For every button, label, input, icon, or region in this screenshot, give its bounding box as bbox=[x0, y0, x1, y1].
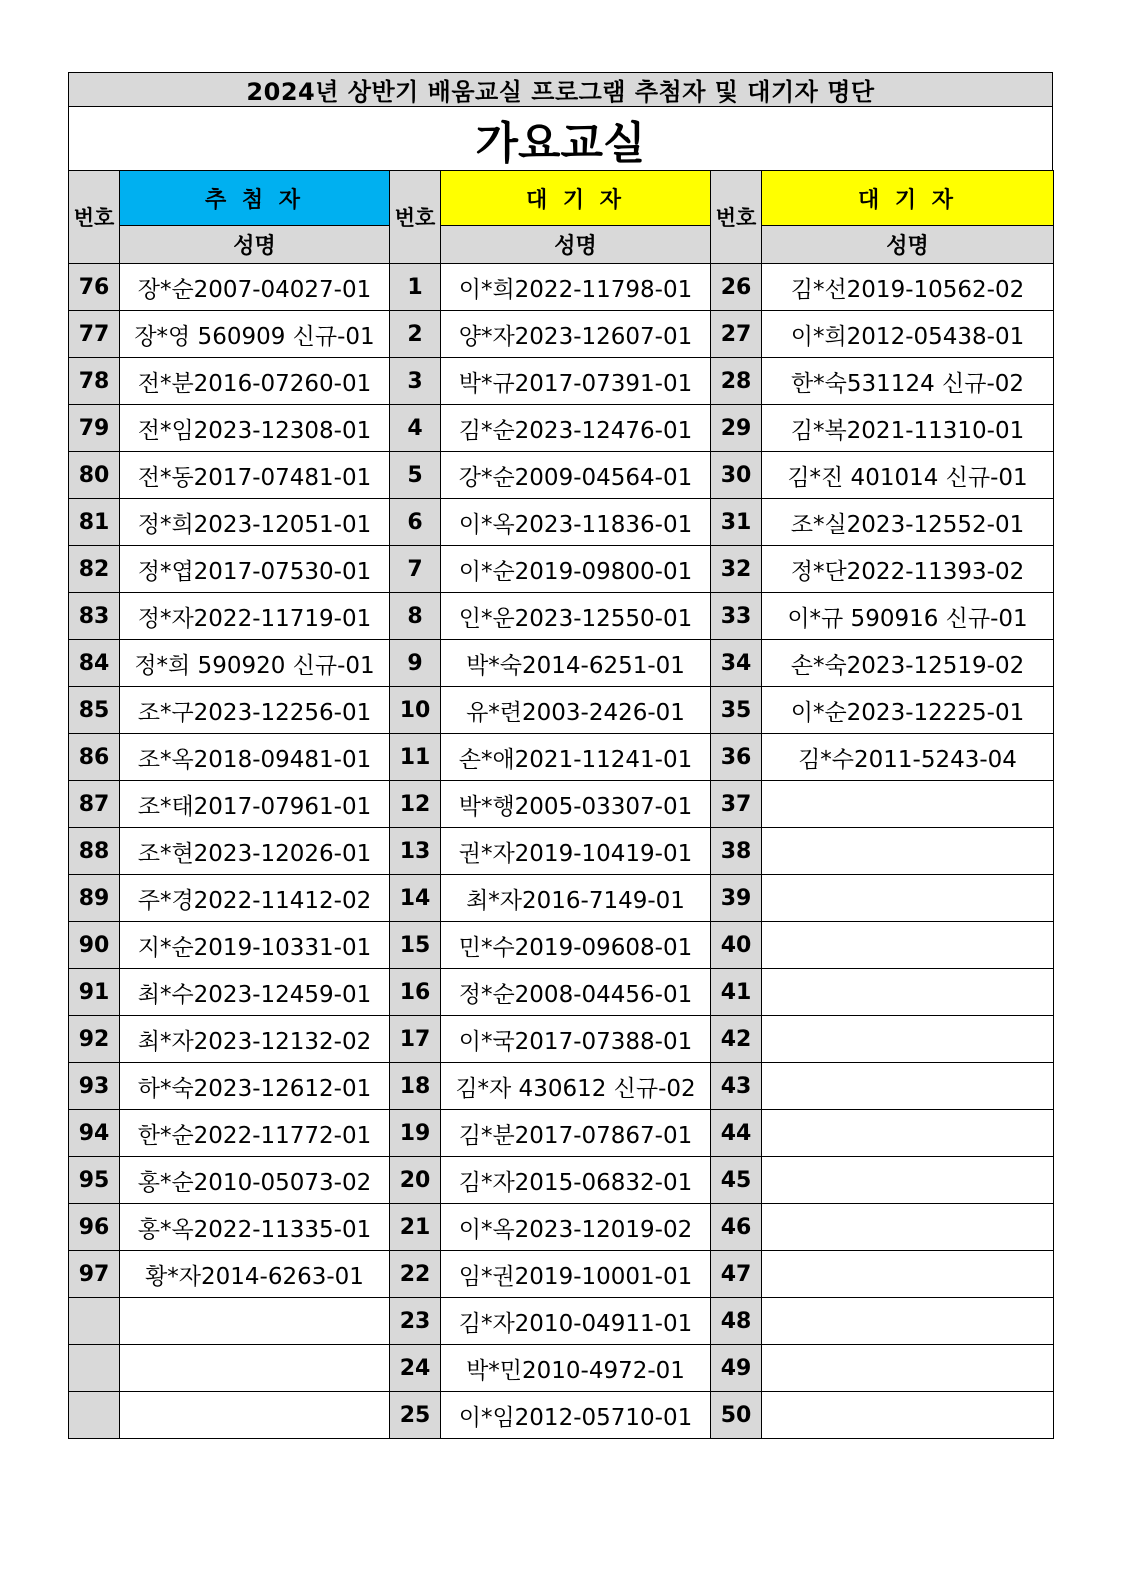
table-row bbox=[69, 1016, 1054, 1063]
waitlist-b-name-cell: 김*수2011-5243-04 bbox=[762, 734, 1054, 781]
table-row bbox=[69, 1251, 1054, 1298]
waitlist-a-number-cell: 23 bbox=[390, 1298, 441, 1345]
waitlist-a-name-cell: 권*자2019-10419-01 bbox=[441, 828, 711, 875]
winner-number-cell: 90 bbox=[69, 922, 120, 969]
winner-name-cell: 주*경2022-11412-02 bbox=[120, 875, 390, 922]
winner-name-cell: 전*동2017-07481-01 bbox=[120, 452, 390, 499]
waitlist-a-name-cell: 이*임2012-05710-01 bbox=[441, 1392, 711, 1439]
winner-name-cell: 지*순2019-10331-01 bbox=[120, 922, 390, 969]
waitlist-b-name-cell: 손*숙2023-12519-02 bbox=[762, 640, 1054, 687]
waitlist-a-name-cell: 김*자2010-04911-01 bbox=[441, 1298, 711, 1345]
table-row bbox=[69, 969, 1054, 1016]
header-num-waitlist-b: 번호 bbox=[711, 171, 762, 264]
winner-name-cell: 정*엽2017-07530-01 bbox=[120, 546, 390, 593]
winner-name-cell: 황*자2014-6263-01 bbox=[120, 1251, 390, 1298]
waitlist-a-number-cell: 6 bbox=[390, 499, 441, 546]
winner-name-cell bbox=[120, 1392, 390, 1439]
waitlist-a-number-cell: 5 bbox=[390, 452, 441, 499]
waitlist-a-number-cell: 15 bbox=[390, 922, 441, 969]
waitlist-a-name-cell: 이*옥2023-11836-01 bbox=[441, 499, 711, 546]
winner-name-cell: 장*순2007-04027-01 bbox=[120, 264, 390, 311]
winner-name-cell: 최*수2023-12459-01 bbox=[120, 969, 390, 1016]
winner-name-cell: 조*태2017-07961-01 bbox=[120, 781, 390, 828]
waitlist-a-number-cell: 11 bbox=[390, 734, 441, 781]
header-name-winners: 성명 bbox=[120, 226, 390, 264]
waitlist-b-number-cell: 46 bbox=[711, 1204, 762, 1251]
waitlist-b-name-cell bbox=[762, 1157, 1054, 1204]
waitlist-b-number-cell: 33 bbox=[711, 593, 762, 640]
winner-number-cell: 87 bbox=[69, 781, 120, 828]
table-row bbox=[69, 1063, 1054, 1110]
waitlist-a-number-cell: 22 bbox=[390, 1251, 441, 1298]
waitlist-a-number-cell: 8 bbox=[390, 593, 441, 640]
document-title: 2024년 상반기 배움교실 프로그램 추첨자 및 대기자 명단 bbox=[68, 72, 1053, 106]
waitlist-a-name-cell: 강*순2009-04564-01 bbox=[441, 452, 711, 499]
waitlist-a-name-cell: 이*국2017-07388-01 bbox=[441, 1016, 711, 1063]
winner-number-cell: 81 bbox=[69, 499, 120, 546]
waitlist-a-name-cell: 유*련2003-2426-01 bbox=[441, 687, 711, 734]
winner-number-cell: 95 bbox=[69, 1157, 120, 1204]
header-waitlist-b: 대 기 자 bbox=[762, 171, 1054, 226]
waitlist-b-number-cell: 38 bbox=[711, 828, 762, 875]
table-row bbox=[69, 1204, 1054, 1251]
header-winners: 추 첨 자 bbox=[120, 171, 390, 226]
winner-number-cell: 89 bbox=[69, 875, 120, 922]
waitlist-a-name-cell: 양*자2023-12607-01 bbox=[441, 311, 711, 358]
table-row bbox=[69, 1110, 1054, 1157]
waitlist-a-name-cell: 김*자 430612 신규-02 bbox=[441, 1063, 711, 1110]
winner-number-cell bbox=[69, 1392, 120, 1439]
table-row bbox=[69, 922, 1054, 969]
winner-number-cell: 77 bbox=[69, 311, 120, 358]
roster-table-header bbox=[69, 171, 1054, 264]
waitlist-a-number-cell: 21 bbox=[390, 1204, 441, 1251]
winner-number-cell: 94 bbox=[69, 1110, 120, 1157]
winner-number-cell: 76 bbox=[69, 264, 120, 311]
waitlist-a-name-cell: 민*수2019-09608-01 bbox=[441, 922, 711, 969]
waitlist-b-number-cell: 36 bbox=[711, 734, 762, 781]
waitlist-b-name-cell bbox=[762, 1345, 1054, 1392]
waitlist-a-name-cell: 이*희2022-11798-01 bbox=[441, 264, 711, 311]
waitlist-b-number-cell: 32 bbox=[711, 546, 762, 593]
waitlist-b-number-cell: 42 bbox=[711, 1016, 762, 1063]
waitlist-a-name-cell: 임*권2019-10001-01 bbox=[441, 1251, 711, 1298]
table-row bbox=[69, 1157, 1054, 1204]
winner-number-cell bbox=[69, 1345, 120, 1392]
winner-name-cell bbox=[120, 1298, 390, 1345]
header-name-waitlist-a: 성명 bbox=[441, 226, 711, 264]
waitlist-b-name-cell bbox=[762, 969, 1054, 1016]
waitlist-b-name-cell bbox=[762, 1251, 1054, 1298]
winner-name-cell: 정*희 590920 신규-01 bbox=[120, 640, 390, 687]
waitlist-a-name-cell: 김*자2015-06832-01 bbox=[441, 1157, 711, 1204]
table-row bbox=[69, 875, 1054, 922]
waitlist-b-name-cell bbox=[762, 1063, 1054, 1110]
table-row bbox=[69, 1392, 1054, 1439]
winner-name-cell: 최*자2023-12132-02 bbox=[120, 1016, 390, 1063]
winner-name-cell: 조*현2023-12026-01 bbox=[120, 828, 390, 875]
waitlist-b-number-cell: 40 bbox=[711, 922, 762, 969]
waitlist-b-number-cell: 27 bbox=[711, 311, 762, 358]
waitlist-a-number-cell: 9 bbox=[390, 640, 441, 687]
waitlist-b-number-cell: 30 bbox=[711, 452, 762, 499]
waitlist-b-number-cell: 34 bbox=[711, 640, 762, 687]
waitlist-b-name-cell: 이*순2023-12225-01 bbox=[762, 687, 1054, 734]
waitlist-b-number-cell: 49 bbox=[711, 1345, 762, 1392]
waitlist-a-number-cell: 1 bbox=[390, 264, 441, 311]
header-name-waitlist-b: 성명 bbox=[762, 226, 1054, 264]
header-waitlist-a: 대 기 자 bbox=[441, 171, 711, 226]
waitlist-b-name-cell: 한*숙531124 신규-02 bbox=[762, 358, 1054, 405]
winner-name-cell: 전*분2016-07260-01 bbox=[120, 358, 390, 405]
table-row bbox=[69, 264, 1054, 311]
waitlist-b-number-cell: 45 bbox=[711, 1157, 762, 1204]
table-row bbox=[69, 734, 1054, 781]
table-row bbox=[69, 593, 1054, 640]
header-num-winners: 번호 bbox=[69, 171, 120, 264]
waitlist-b-name-cell bbox=[762, 875, 1054, 922]
winner-name-cell: 하*숙2023-12612-01 bbox=[120, 1063, 390, 1110]
table-row bbox=[69, 452, 1054, 499]
waitlist-b-name-cell bbox=[762, 1298, 1054, 1345]
winner-name-cell: 조*구2023-12256-01 bbox=[120, 687, 390, 734]
roster-sheet bbox=[68, 72, 1053, 1439]
waitlist-b-name-cell: 조*실2023-12552-01 bbox=[762, 499, 1054, 546]
winner-name-cell: 전*임2023-12308-01 bbox=[120, 405, 390, 452]
roster-table bbox=[68, 170, 1054, 1439]
waitlist-b-name-cell bbox=[762, 1110, 1054, 1157]
waitlist-b-name-cell: 이*규 590916 신규-01 bbox=[762, 593, 1054, 640]
table-row bbox=[69, 687, 1054, 734]
waitlist-b-name-cell bbox=[762, 1204, 1054, 1251]
waitlist-b-number-cell: 26 bbox=[711, 264, 762, 311]
waitlist-a-number-cell: 3 bbox=[390, 358, 441, 405]
waitlist-b-name-cell bbox=[762, 781, 1054, 828]
waitlist-a-name-cell: 손*애2021-11241-01 bbox=[441, 734, 711, 781]
waitlist-b-name-cell bbox=[762, 1392, 1054, 1439]
waitlist-a-name-cell: 이*순2019-09800-01 bbox=[441, 546, 711, 593]
waitlist-a-number-cell: 2 bbox=[390, 311, 441, 358]
winner-number-cell: 83 bbox=[69, 593, 120, 640]
table-row bbox=[69, 311, 1054, 358]
waitlist-a-number-cell: 24 bbox=[390, 1345, 441, 1392]
header-num-waitlist-a: 번호 bbox=[390, 171, 441, 264]
winner-number-cell: 85 bbox=[69, 687, 120, 734]
waitlist-a-number-cell: 12 bbox=[390, 781, 441, 828]
waitlist-b-name-cell: 김*복2021-11310-01 bbox=[762, 405, 1054, 452]
table-row bbox=[69, 499, 1054, 546]
winner-number-cell: 97 bbox=[69, 1251, 120, 1298]
waitlist-a-name-cell: 김*순2023-12476-01 bbox=[441, 405, 711, 452]
waitlist-b-number-cell: 37 bbox=[711, 781, 762, 828]
winner-number-cell: 96 bbox=[69, 1204, 120, 1251]
table-row bbox=[69, 1345, 1054, 1392]
waitlist-b-number-cell: 41 bbox=[711, 969, 762, 1016]
waitlist-a-number-cell: 16 bbox=[390, 969, 441, 1016]
waitlist-a-number-cell: 17 bbox=[390, 1016, 441, 1063]
class-name-heading: 가요교실 bbox=[68, 106, 1053, 170]
waitlist-a-number-cell: 4 bbox=[390, 405, 441, 452]
waitlist-a-number-cell: 10 bbox=[390, 687, 441, 734]
waitlist-a-name-cell: 정*순2008-04456-01 bbox=[441, 969, 711, 1016]
waitlist-b-number-cell: 47 bbox=[711, 1251, 762, 1298]
winner-name-cell: 장*영 560909 신규-01 bbox=[120, 311, 390, 358]
winner-number-cell: 80 bbox=[69, 452, 120, 499]
waitlist-b-name-cell: 이*희2012-05438-01 bbox=[762, 311, 1054, 358]
winner-name-cell: 정*희2023-12051-01 bbox=[120, 499, 390, 546]
waitlist-b-number-cell: 28 bbox=[711, 358, 762, 405]
waitlist-a-number-cell: 25 bbox=[390, 1392, 441, 1439]
waitlist-b-number-cell: 39 bbox=[711, 875, 762, 922]
table-row bbox=[69, 828, 1054, 875]
winner-name-cell: 한*순2022-11772-01 bbox=[120, 1110, 390, 1157]
winner-number-cell: 86 bbox=[69, 734, 120, 781]
waitlist-b-name-cell bbox=[762, 922, 1054, 969]
winner-number-cell: 78 bbox=[69, 358, 120, 405]
winner-name-cell: 조*옥2018-09481-01 bbox=[120, 734, 390, 781]
waitlist-a-number-cell: 20 bbox=[390, 1157, 441, 1204]
winner-number-cell: 79 bbox=[69, 405, 120, 452]
winner-number-cell: 93 bbox=[69, 1063, 120, 1110]
waitlist-a-name-cell: 박*규2017-07391-01 bbox=[441, 358, 711, 405]
table-row bbox=[69, 640, 1054, 687]
waitlist-a-number-cell: 19 bbox=[390, 1110, 441, 1157]
waitlist-b-name-cell: 김*진 401014 신규-01 bbox=[762, 452, 1054, 499]
waitlist-b-number-cell: 50 bbox=[711, 1392, 762, 1439]
winner-number-cell: 91 bbox=[69, 969, 120, 1016]
winner-name-cell: 정*자2022-11719-01 bbox=[120, 593, 390, 640]
waitlist-b-name-cell: 김*선2019-10562-02 bbox=[762, 264, 1054, 311]
winner-number-cell bbox=[69, 1298, 120, 1345]
waitlist-b-name-cell bbox=[762, 1016, 1054, 1063]
waitlist-a-name-cell: 박*행2005-03307-01 bbox=[441, 781, 711, 828]
waitlist-b-name-cell bbox=[762, 828, 1054, 875]
table-row bbox=[69, 546, 1054, 593]
waitlist-a-name-cell: 박*숙2014-6251-01 bbox=[441, 640, 711, 687]
waitlist-b-number-cell: 43 bbox=[711, 1063, 762, 1110]
waitlist-a-name-cell: 인*운2023-12550-01 bbox=[441, 593, 711, 640]
winner-number-cell: 84 bbox=[69, 640, 120, 687]
waitlist-b-number-cell: 29 bbox=[711, 405, 762, 452]
waitlist-a-name-cell: 박*민2010-4972-01 bbox=[441, 1345, 711, 1392]
winner-name-cell: 홍*옥2022-11335-01 bbox=[120, 1204, 390, 1251]
waitlist-a-number-cell: 7 bbox=[390, 546, 441, 593]
roster-table-body bbox=[69, 264, 1054, 1439]
winner-name-cell: 홍*순2010-05073-02 bbox=[120, 1157, 390, 1204]
waitlist-b-name-cell: 정*단2022-11393-02 bbox=[762, 546, 1054, 593]
waitlist-a-name-cell: 김*분2017-07867-01 bbox=[441, 1110, 711, 1157]
winner-number-cell: 82 bbox=[69, 546, 120, 593]
waitlist-a-number-cell: 13 bbox=[390, 828, 441, 875]
waitlist-b-number-cell: 31 bbox=[711, 499, 762, 546]
waitlist-a-name-cell: 최*자2016-7149-01 bbox=[441, 875, 711, 922]
table-row bbox=[69, 781, 1054, 828]
waitlist-a-number-cell: 18 bbox=[390, 1063, 441, 1110]
waitlist-b-number-cell: 35 bbox=[711, 687, 762, 734]
waitlist-a-name-cell: 이*옥2023-12019-02 bbox=[441, 1204, 711, 1251]
winner-number-cell: 92 bbox=[69, 1016, 120, 1063]
table-row bbox=[69, 358, 1054, 405]
table-row bbox=[69, 405, 1054, 452]
waitlist-b-number-cell: 44 bbox=[711, 1110, 762, 1157]
waitlist-b-number-cell: 48 bbox=[711, 1298, 762, 1345]
waitlist-a-number-cell: 14 bbox=[390, 875, 441, 922]
winner-number-cell: 88 bbox=[69, 828, 120, 875]
table-row bbox=[69, 1298, 1054, 1345]
winner-name-cell bbox=[120, 1345, 390, 1392]
